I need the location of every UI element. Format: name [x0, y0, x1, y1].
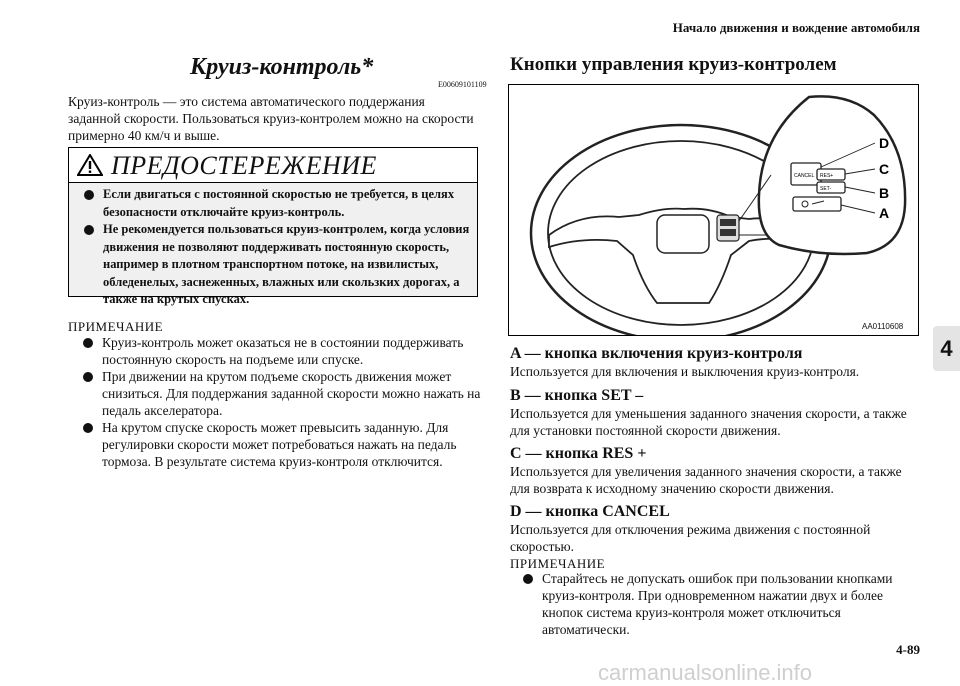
section-heading: C — кнопка RES +: [510, 445, 647, 462]
note-label: ПРИМЕЧАНИЕ: [68, 319, 164, 334]
section-a: [510, 344, 922, 380]
section-text: Используется для отключения режима движения с постоянной скоростью.: [510, 522, 871, 554]
steering-wheel-illustration: [509, 85, 918, 335]
section-heading: B — кнопка SET –: [510, 387, 644, 404]
buttons-title: Кнопки управления круиз-контролем: [510, 54, 837, 75]
watermark: carmanualsonline.info: [598, 660, 813, 685]
warning-box: [68, 147, 478, 306]
section-text: Используется для уменьшения заданного значения скорости, а также для установки постоянной скорости движения.: [510, 406, 907, 438]
warning-header: [69, 148, 477, 183]
running-header: Начало движения и вождение автомобиля: [672, 20, 920, 35]
warning-item: Если двигаться с постоянной скоростью не требуется, в целях безопасности отключайте круиз-контроль.: [79, 186, 471, 221]
section-heading: A — кнопка включения круиз-контроля: [510, 345, 803, 362]
section-c: [510, 444, 922, 497]
svg-text:RES+: RES+: [820, 173, 834, 179]
note-item: На крутом спуске скорость может превысить заданную. Для регулировки скорости может потребоваться нажать на педаль тормоза. В результате система круиз-контроля отключится.: [78, 419, 488, 470]
cruise-button-small: [720, 229, 736, 236]
section-text: Используется для включения и выключения круиз-контроля.: [510, 364, 860, 379]
warning-list: [79, 186, 471, 309]
note-list: [78, 334, 488, 470]
warning-title: ПРЕДОСТЕРЕЖЕНИЕ: [111, 151, 377, 180]
note-list: [518, 570, 918, 638]
page-number: 4-89: [896, 642, 920, 657]
cruise-button-cluster: [717, 215, 739, 241]
svg-text:CANCEL: CANCEL: [794, 173, 815, 179]
section-text: Используется для увеличения заданного значения скорости, а также для возврата к исходному значению скорости движения.: [510, 464, 902, 496]
section-title: Круиз-контроль*: [190, 54, 374, 80]
note-item: Старайтесь не допускать ошибок при пользовании кнопками круиз-контроля. При одновременном нажатии двух и более кнопок система круиз-контроля может отключиться автоматически.: [518, 570, 918, 638]
chapter-tab: 4: [933, 326, 960, 371]
note-item: Круиз-контроль может оказаться не в состоянии поддерживать постоянную скорость на подъеме или спуске.: [78, 334, 488, 368]
section-b: [510, 386, 922, 439]
figure-code: AA0110608: [862, 322, 904, 331]
steering-wheel-figure: [508, 84, 919, 336]
label-d: D: [879, 135, 890, 151]
wheel-center-pad: [657, 215, 709, 253]
section-heading: D — кнопка CANCEL: [510, 503, 670, 520]
section-d: [510, 502, 922, 555]
note-item: При движении на крутом подъеме скорость движения может снизиться. Для поддержания заданной скорости можно нажать на педаль акселератора.: [78, 368, 488, 419]
svg-text:SET-: SET-: [820, 186, 832, 192]
warning-triangle-icon: [77, 154, 103, 176]
intro-text: Круиз-контроль — это система автоматического поддержания заданной скорости. Пользоваться круиз-контролем можно на скорости примерно 40 км/ч и выше.: [68, 94, 474, 143]
label-c: C: [879, 161, 890, 177]
warning-item: Не рекомендуется пользоваться круиз-контролем, когда условия движения не позволяют поддерживать постоянную скорость, например в плотном транспортном потоке, на извилистых, обледенелых, заснеженных, влажных или скользких дорогах, а также на крутых спусках.: [79, 221, 471, 309]
note-label: ПРИМЕЧАНИЕ: [510, 556, 606, 571]
section-code: E00609101109: [438, 80, 487, 89]
on-off-button-illustration: [793, 197, 841, 211]
label-b: B: [879, 185, 890, 201]
cruise-button-small: [720, 219, 736, 226]
label-a: A: [879, 205, 890, 221]
